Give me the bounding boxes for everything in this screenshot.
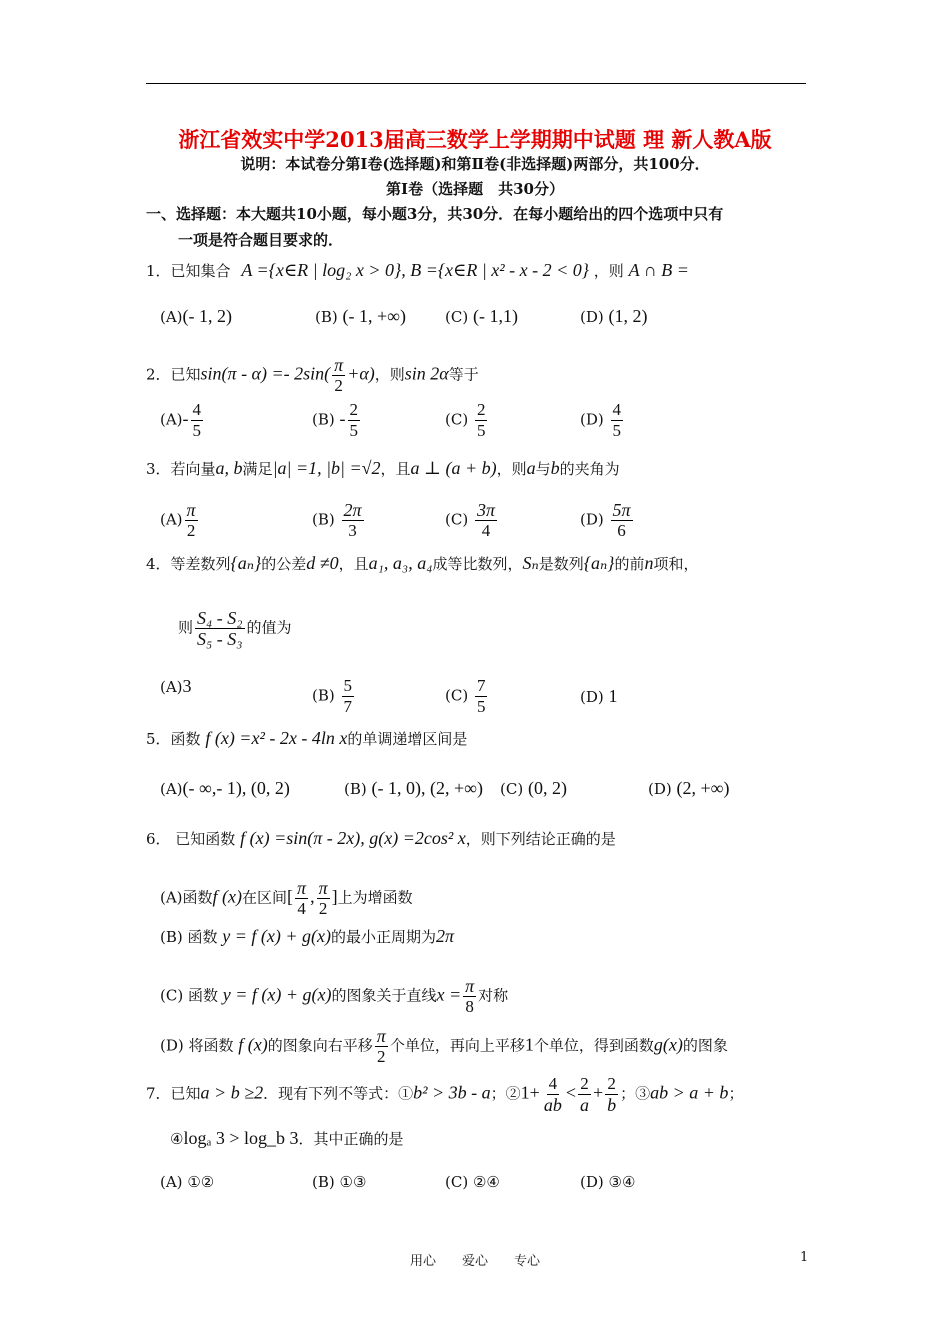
q5-option-d[interactable]: (D) (2, +∞) [648, 778, 730, 798]
header-rule [146, 83, 806, 84]
q1-suffix: ，则 [593, 262, 624, 280]
q1-intersection: A ∩ B = [628, 260, 689, 280]
q1-option-d[interactable]: (D) (1, 2) [580, 306, 648, 326]
q6-option-a[interactable]: (A)函数f (x)在区间[ $\frac{\pi}{4}$ , $\frac{\pi}{2}$ ]上为增函数 [160, 878, 413, 918]
q7-option-b[interactable]: (B) ①③ [312, 1173, 367, 1191]
q7-option-a[interactable]: (A) ①② [160, 1173, 215, 1191]
footer-slogan: 用心 爱心 专心 [409, 1254, 540, 1269]
q4-option-b[interactable]: (B) $\frac{5}{7}$ [312, 676, 353, 716]
section-instruction-line1: 一、选择题：本大题共10小题，每小题3分，共30分．在每小题给出的四个选项中只有 [146, 205, 724, 223]
question-3-stem: 3．若向量a, b满足|a| =1, |b| =√2，且a ⊥ (a + b)，则a与b的夹角为 [146, 458, 620, 478]
q7-option-c[interactable]: (C) ②④ [445, 1173, 500, 1191]
q1-option-b[interactable]: (B) (- 1, +∞) [315, 306, 406, 326]
q4-option-a[interactable]: (A)3 [160, 676, 192, 696]
q3-option-b[interactable]: (B) $\frac{2\pi}{3}$ [312, 500, 362, 540]
q6-option-b[interactable]: (B) 函数 y = f (x) + g(x)的最小正周期为2π [160, 926, 455, 946]
exam-note: 说明：本试卷分第Ⅰ卷(选择题)和第Ⅱ卷(非选择题)两部分，共100分． [240, 155, 710, 173]
q1-option-a[interactable]: (A)(- 1, 2) [160, 306, 233, 326]
question-6-stem: 6． 已知函数 f (x) =sin(π - 2x), g(x) =2cos² x，则下列结论正确的是 [146, 828, 616, 848]
q2-option-a[interactable]: (A)- $\frac{4}{5}$ [160, 400, 202, 440]
q6-option-d[interactable]: (D) 将函数 f (x)的图象向右平移 $\frac{\pi}{2}$ 个单位，再向上平移1个单位，得到函数g(x)的图象 [160, 1026, 728, 1066]
question-4-line2: 则 $\frac{\text{S₄ - S₂}}{\text{S₅ - S₃}}$ 的值为 [178, 608, 292, 649]
q3-option-a[interactable]: (A) $\frac{\pi}{2}$ [160, 500, 196, 540]
part-heading: 第Ⅰ卷（选择题 共30分） [386, 180, 564, 198]
q1-option-c[interactable]: (C) (- 1,1) [445, 306, 518, 326]
section-instruction-line2: 一项是符合题目要求的． [178, 231, 344, 249]
q5-option-c[interactable]: (C) (0, 2) [500, 778, 567, 798]
question-7-line2: ④logₐ 3 > log_b 3．其中正确的是 [170, 1128, 404, 1148]
q4-option-d[interactable]: (D) 1 [580, 686, 618, 706]
q1-prefix: 1．已知集合 [146, 262, 231, 280]
question-2-stem: 2．已知sin(π - α) =- 2sin( $\frac{\pi}{2}$ +α)，则sin 2α等于 [146, 355, 479, 395]
question-1-stem [146, 260, 689, 281]
q2-option-b[interactable]: (B) - $\frac{2}{5}$ [312, 400, 359, 440]
q3-option-c[interactable]: (C) $\frac{3\pi}{4}$ [445, 500, 495, 540]
q7-option-d[interactable]: (D) ③④ [580, 1173, 636, 1191]
question-5-stem: 5．函数 f (x) =x² - 2x - 4ln x的单调递增区间是 [146, 728, 468, 748]
question-7-stem: 7．已知a > b ≥2．现有下列不等式：①b² > 3b - a；②1+ $\frac{4}{ab}$ < $\frac{2}{a}$ + $\frac{2}{b}$ ；③ab > a + b； [146, 1074, 744, 1115]
q2-option-d[interactable]: (D) $\frac{4}{5}$ [580, 400, 622, 440]
page-number: 1 [800, 1250, 809, 1265]
q5-option-a[interactable]: (A)(- ∞,- 1), (0, 2) [160, 778, 290, 798]
page-title: 浙江省效实中学2013届高三数学上学期期中试题 理 新人教A版 [178, 127, 772, 152]
q1-sets: A ={x∈R | log₂ x > 0}, B ={x∈R | x² - x - 2 < 0} [241, 260, 589, 280]
q2-option-c[interactable]: (C) $\frac{2}{5}$ [445, 400, 486, 440]
q4-option-c[interactable]: (C) $\frac{7}{5}$ [445, 676, 486, 716]
question-4-stem: 4．等差数列{aₙ}的公差d ≠0，且a₁, a₃, a₄成等比数列，Sₙ是数列{aₙ}的前n项和， [146, 553, 699, 573]
q6-option-c[interactable]: (C) 函数 y = f (x) + g(x)的图象关于直线x = $\frac{\pi}{8}$ 对称 [160, 976, 509, 1016]
q3-option-d[interactable]: (D) $\frac{5\pi}{6}$ [580, 500, 631, 540]
q5-option-b[interactable]: (B) (- 1, 0), (2, +∞) [344, 778, 483, 798]
